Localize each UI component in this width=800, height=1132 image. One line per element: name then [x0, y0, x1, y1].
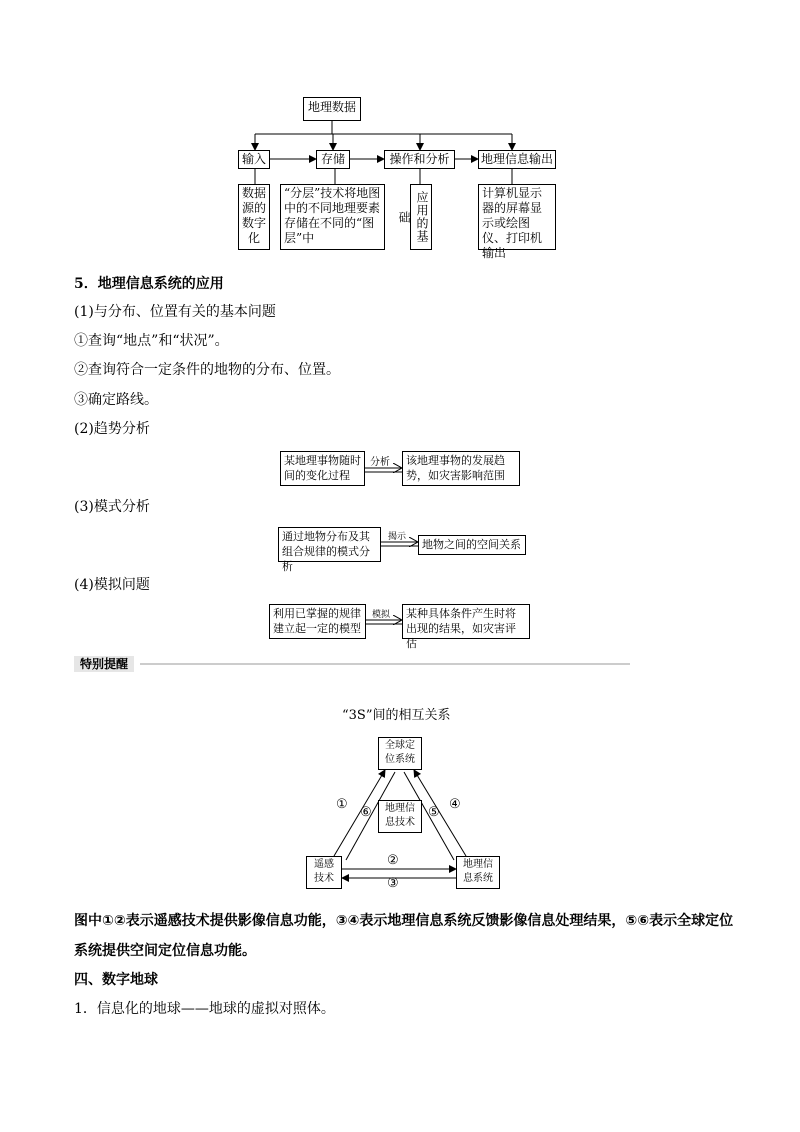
step-box-output: 地理信息输出: [478, 150, 556, 169]
trend-right-box: 该地理事物的发展趋势，如灾害影响范围: [402, 451, 520, 486]
num-1: ①: [336, 797, 348, 812]
section4-title: 四、数字地球: [74, 972, 158, 988]
pattern-arrow-label: 揭示: [388, 532, 407, 542]
num-6: ⑥: [360, 805, 372, 820]
explain-paragraph: 图中①②表示遥感技术提供影像信息功能，③④表示地理信息系统反馈影像信息处理结果，⑤⑥表示全球定位系统提供空间定位信息功能。: [74, 913, 734, 959]
step-box-analyze: 操作和分析: [384, 150, 455, 169]
note-box-digitize: 数据源的数字化: [238, 184, 270, 250]
center-box: 地理信息技术: [378, 800, 422, 833]
num-2: ②: [387, 853, 399, 868]
root-box-geo-data: 地理数据: [303, 97, 361, 121]
gis-box: 地理信息系统: [456, 856, 500, 889]
trend-arrow-label: 分析: [370, 457, 390, 468]
subsection-4: (4)模拟问题: [74, 577, 150, 593]
note-box-display: 计算机显示器的屏幕显示或绘图仪、打印机输出: [478, 184, 556, 250]
pattern-left-box: 通过地物分布及其组合规律的模式分析: [278, 527, 381, 562]
item-2: ②查询符合一定条件的地物的分布、位置。: [74, 362, 340, 378]
rs-box: 遥感技术: [306, 856, 342, 889]
tip-label: 特别提醒: [74, 656, 134, 672]
note-box-basis: 应用的基础: [410, 184, 432, 250]
subsection-3: (3)模式分析: [74, 499, 150, 515]
num-4: ④: [449, 797, 461, 812]
trend-left-box: 某地理事物随时间的变化过程: [280, 451, 365, 486]
simulate-right-box: 某种具体条件产生时将出现的结果，如灾害评估: [402, 604, 530, 639]
diagram3s-title: “3S”间的相互关系: [342, 708, 451, 723]
section5-title: 5．地理信息系统的应用: [74, 276, 224, 292]
step-box-input: 输入: [238, 150, 270, 169]
subsection-1: (1)与分布、位置有关的基本问题: [74, 304, 276, 320]
pattern-right-box: 地物之间的空间关系: [418, 535, 526, 555]
step-box-store: 存储: [316, 150, 350, 169]
subsection-2: (2)趋势分析: [74, 421, 150, 437]
item-3: ③确定路线。: [74, 392, 158, 408]
section4-item-1: 1．信息化的地球——地球的虚拟对照体。: [74, 1001, 335, 1017]
num-5: ⑤: [428, 805, 440, 820]
num-3: ③: [387, 876, 399, 891]
simulate-arrow-label: 模拟: [372, 610, 391, 620]
item-1: ①查询“地点”和“状况”。: [74, 333, 229, 349]
gps-box: 全球定位系统: [378, 737, 422, 770]
note-box-layer: “分层”技术将地图中的不同地理要素存储在不同的“图层”中: [280, 184, 385, 250]
simulate-left-box: 利用已掌握的规律建立起一定的模型: [269, 604, 366, 639]
